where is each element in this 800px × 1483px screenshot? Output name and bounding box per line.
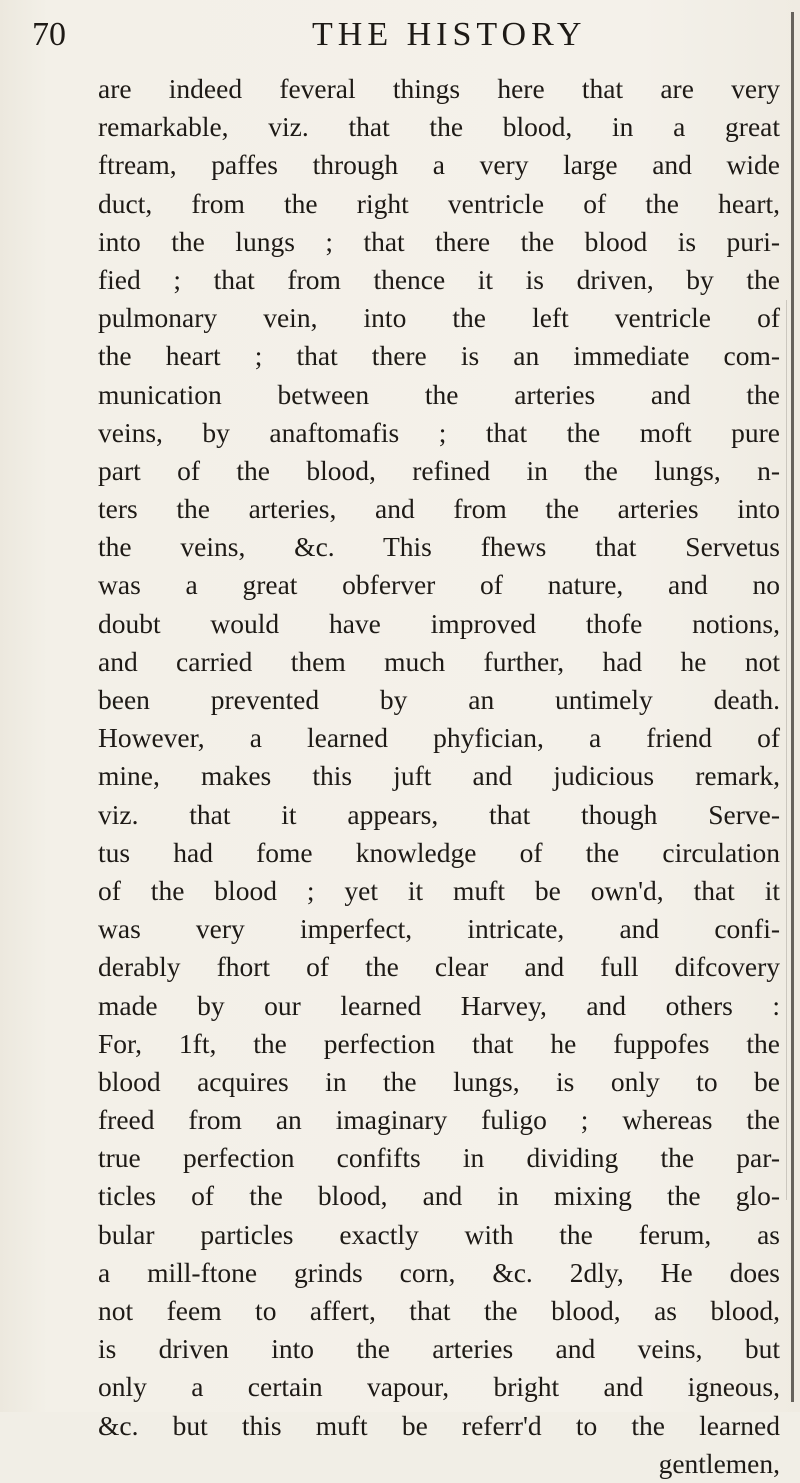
text-line: ftream, paffes through a very large and wide [98,149,780,181]
page-number: 70 [32,16,66,53]
text-line: is driven into the arteries and veins, but [98,1333,780,1365]
page-edge-line [791,12,794,1402]
text-line: and carried them much further, had he not [98,645,780,677]
text-line: veins, by anaftomafis ; that the moft pure [98,416,780,448]
text-line: not feem to affert, that the blood, as blood, [98,1295,780,1326]
text-line: derably fhort of the clear and full difcovery [98,951,780,983]
text-line: duct, from the right ventricle of the heart, [98,187,780,219]
page-edge-shadow [786,300,787,1200]
text-line: of the blood ; yet it muft be own'd, that it [98,874,780,906]
text-line: only a certain vapour, bright and igneous, [98,1371,780,1403]
text-line: pulmonary vein, into the left ventricle of [98,302,780,334]
body-text [98,70,780,1483]
text-line: blood acquires in the lungs, is only to be [98,1065,780,1097]
text-line: mine, makes this juft and judicious remark, [98,760,780,792]
text-line: However, a learned phyfician, a friend of [98,722,780,754]
text-line: tus had fome knowledge of the circulation [98,836,780,868]
text-line: was very imperfect, intricate, and confi- [98,913,780,945]
text-line: part of the blood, refined in the lungs, n- [98,454,780,486]
text-line: doubt would have improved thofe notions, [98,607,780,639]
text-line: &c. but this muft be referr'd to the learned [98,1409,780,1441]
text-line: munication between the arteries and the [98,378,780,410]
text-line: into the lungs ; that there the blood is puri- [98,225,780,257]
text-line: viz. that it appears, that though Serve- [98,798,780,830]
text-line: bular particles exactly with the ferum, as [98,1218,780,1250]
text-line-catchword: gentlemen, [658,1447,780,1479]
text-line: been prevented by an untimely death. [98,684,780,715]
text-line: ters the arteries, and from the arteries into [98,493,780,525]
text-line: ticles of the blood, and in mixing the glo- [98,1180,780,1212]
text-line: are indeed feveral things here that are very [98,73,780,104]
running-head: THE HISTORY [312,16,587,53]
text-line: freed from an imaginary fuligo ; whereas the [98,1104,780,1136]
text-line: For, 1ft, the perfection that he fuppofes the [98,1027,780,1059]
text-line: was a great obferver of nature, and no [98,569,780,601]
text-line: made by our learned Harvey, and others : [98,989,780,1021]
text-line: remarkable, viz. that the blood, in a great [98,111,780,143]
text-line: a mill-ftone grinds corn, &c. 2dly, He does [98,1256,780,1288]
text-line: the veins, &c. This fhews that Servetus [98,531,780,563]
text-line: true perfection confifts in dividing the par- [98,1142,780,1174]
text-line: the heart ; that there is an immediate com- [98,340,780,372]
text-line: fied ; that from thence it is driven, by the [98,263,780,295]
page-header [32,16,792,70]
